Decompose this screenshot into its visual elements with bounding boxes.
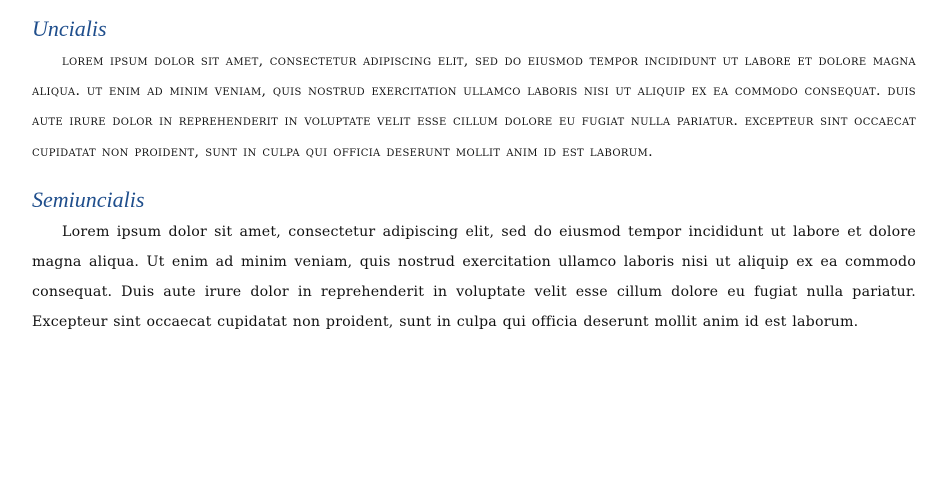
uncialis-sample-paragraph: lorem ipsum dolor sit amet, consectetur adipiscing elit, sed do eiusmod tempor incididunt ut labore et dolore magna aliqua. ut enim ad minim veniam, quis nostrud exercitation ullamco laboris nisi ut aliquip ex ea commodo consequat. duis aute irure dolor in reprehenderit in voluptate velit esse cillum dolore eu fugiat nulla pariatur. excepteur sint occaecat cupidatat non proident, sunt in culpa qui officia deserunt mollit anim id est laborum. bbox=[32, 53, 916, 160]
semiuncialis-sample-paragraph: Lorem ipsum dolor sit amet, consectetur adipiscing elit, sed do eiusmod tempor incididunt ut labore et dolore magna aliqua. Ut enim ad minim veniam, quis nostrud exercitation ullamco laboris nisi ut aliquip ex ea commodo consequat. Duis aute irure dolor in reprehenderit in voluptate velit esse cillum dolore eu fugiat nulla pariatur. Excepteur sint occaecat cupidatat non proident, sunt in culpa qui officia deserunt mollit anim id est laborum. bbox=[32, 223, 916, 331]
document-page bbox=[32, 0, 916, 338]
section-heading-uncialis: Uncialis bbox=[32, 16, 107, 41]
section-heading-semiuncialis: Semiuncialis bbox=[32, 186, 145, 212]
